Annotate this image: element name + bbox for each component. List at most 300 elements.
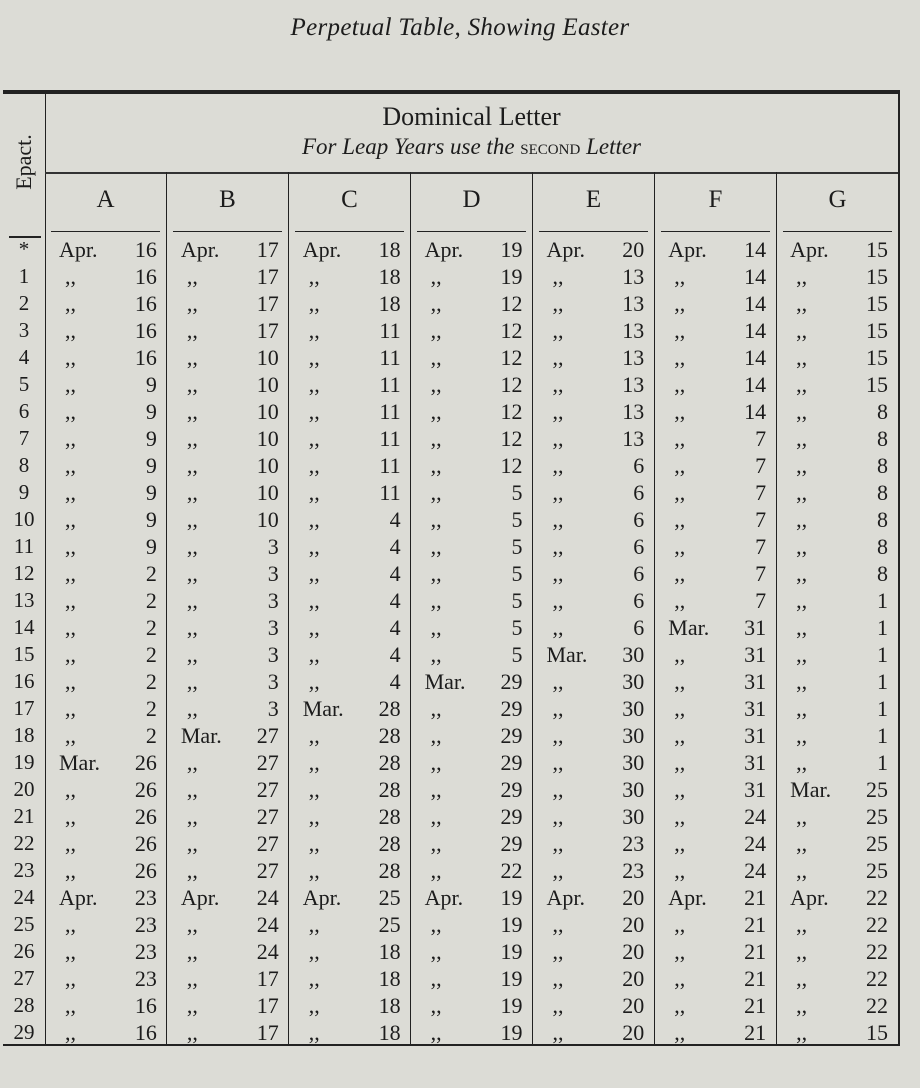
month-label: Apr. [668, 884, 707, 910]
date-cell [45, 696, 167, 722]
day-number: 18 [378, 236, 401, 262]
leap-note-post: Letter [580, 134, 642, 159]
day-number: 13 [622, 290, 645, 316]
day-number: 27 [256, 749, 279, 775]
date-cell [776, 750, 898, 776]
ditto-mark: ,, [65, 425, 76, 451]
date-cell [532, 453, 654, 479]
date-cell [411, 345, 533, 371]
ditto-mark: ,, [796, 614, 808, 640]
date-cell [167, 966, 289, 992]
date-cell [167, 345, 289, 371]
date-cell [289, 669, 411, 695]
month-label: Apr. [59, 236, 98, 262]
date-cell [776, 777, 898, 803]
ditto-mark: ,, [796, 425, 808, 451]
ditto-mark: ,, [674, 668, 686, 694]
date-cell [167, 264, 289, 290]
day-number: 15 [866, 263, 889, 289]
date-cell [289, 372, 411, 398]
ditto-mark: ,, [430, 452, 442, 478]
date-cell [654, 318, 776, 344]
ditto-mark: ,, [430, 695, 442, 721]
table-row [3, 506, 898, 533]
date-cell [411, 561, 533, 587]
leap-note-second: second [520, 134, 581, 159]
ditto-mark: ,, [65, 344, 76, 370]
table-row [3, 344, 898, 371]
date-cell [654, 966, 776, 992]
date-cell [45, 264, 167, 290]
epact-cell: 25 [13, 912, 35, 936]
day-number: 10 [256, 398, 279, 424]
date-cell [654, 723, 776, 749]
date-cell [411, 993, 533, 1019]
month-label: Apr. [59, 884, 98, 910]
ditto-mark: ,, [308, 479, 320, 505]
ditto-mark: ,, [552, 749, 564, 775]
date-cell [776, 1020, 898, 1046]
day-number: 13 [622, 317, 645, 343]
date-cell [532, 723, 654, 749]
epact-cell: 18 [13, 723, 35, 747]
date-cell [532, 507, 654, 533]
day-number: 31 [744, 776, 767, 802]
date-cell [411, 1020, 533, 1046]
date-cell [776, 912, 898, 938]
date-cell [289, 399, 411, 425]
day-number: 14 [744, 344, 767, 370]
day-number: 5 [511, 560, 523, 586]
table-row [3, 695, 898, 722]
day-number: 4 [389, 614, 401, 640]
date-cell [532, 885, 654, 911]
ditto-mark: ,, [552, 560, 564, 586]
ditto-mark: ,, [186, 614, 198, 640]
epact-cell: 12 [13, 561, 35, 585]
date-cell [654, 426, 776, 452]
leap-note-pre: For Leap Years use the [301, 134, 521, 159]
ditto-mark: ,, [796, 479, 808, 505]
month-label: Apr. [668, 236, 707, 262]
day-number: 3 [267, 614, 279, 640]
date-cell [45, 345, 167, 371]
day-number: 7 [755, 587, 767, 613]
date-cell [654, 750, 776, 776]
day-number: 29 [500, 695, 523, 721]
day-number: 10 [256, 344, 279, 370]
date-cell [532, 1020, 654, 1046]
epact-cell: 17 [13, 696, 35, 720]
day-number: 16 [134, 236, 157, 262]
date-cell [167, 399, 289, 425]
epact-cell: 16 [13, 669, 35, 693]
ditto-mark: ,, [796, 452, 808, 478]
date-cell [45, 507, 167, 533]
epact-cell: 2 [18, 291, 30, 315]
date-cell [411, 588, 533, 614]
ditto-mark: ,, [552, 263, 564, 289]
ditto-mark: ,, [430, 776, 442, 802]
date-cell [45, 939, 167, 965]
ditto-mark: ,, [308, 452, 320, 478]
day-number: 22 [500, 857, 523, 883]
day-number: 16 [134, 317, 157, 343]
day-number: 3 [267, 587, 279, 613]
day-number: 3 [267, 641, 279, 667]
day-number: 19 [500, 992, 523, 1018]
day-number: 8 [877, 452, 889, 478]
table-row [3, 911, 898, 938]
day-number: 3 [267, 668, 279, 694]
ditto-mark: ,, [65, 938, 76, 964]
date-cell [776, 399, 898, 425]
date-cell [411, 939, 533, 965]
ditto-mark: ,, [552, 587, 564, 613]
date-cell [45, 480, 167, 506]
epact-cell: 3 [18, 318, 30, 342]
ditto-mark: ,, [65, 506, 76, 532]
day-number: 30 [622, 668, 645, 694]
ditto-mark: ,, [796, 344, 808, 370]
date-cell [532, 264, 654, 290]
ditto-mark: ,, [552, 911, 564, 937]
table-row [3, 830, 898, 857]
date-cell [45, 372, 167, 398]
epact-cell: * [18, 237, 30, 261]
day-number: 16 [134, 290, 157, 316]
day-number: 1 [877, 641, 889, 667]
date-cell [289, 480, 411, 506]
date-cell [289, 858, 411, 884]
day-number: 28 [378, 776, 401, 802]
ditto-mark: ,, [796, 587, 808, 613]
table-row [3, 290, 898, 317]
ditto-mark: ,, [552, 533, 564, 559]
date-cell [411, 372, 533, 398]
day-number: 3 [267, 533, 279, 559]
month-label: Mar. [546, 641, 588, 667]
ditto-mark: ,, [674, 695, 686, 721]
leap-year-note [45, 134, 898, 160]
day-number: 17 [256, 992, 279, 1018]
day-number: 9 [145, 479, 157, 505]
date-cell [45, 831, 167, 857]
day-number: 17 [256, 1019, 279, 1045]
date-cell [654, 453, 776, 479]
date-cell [411, 642, 533, 668]
ditto-mark: ,, [186, 857, 198, 883]
letter-header-f: F [655, 172, 777, 234]
date-cell [654, 804, 776, 830]
ditto-mark: ,, [186, 911, 198, 937]
month-label: Mar. [302, 695, 344, 721]
month-label: Apr. [790, 884, 829, 910]
ditto-mark: ,, [796, 830, 808, 856]
table-row [3, 560, 898, 587]
table-row [3, 425, 898, 452]
ditto-mark: ,, [65, 290, 76, 316]
day-number: 6 [633, 452, 645, 478]
date-cell [45, 615, 167, 641]
ditto-mark: ,, [308, 317, 320, 343]
date-cell [45, 858, 167, 884]
table-row [3, 938, 898, 965]
date-cell [411, 615, 533, 641]
table-row [3, 398, 898, 425]
day-number: 1 [877, 749, 889, 775]
date-cell [776, 318, 898, 344]
epact-cell: 10 [13, 507, 35, 531]
epact-cell: 5 [18, 372, 30, 396]
date-cell [167, 453, 289, 479]
date-cell [289, 993, 411, 1019]
ditto-mark: ,, [674, 452, 686, 478]
date-cell [532, 426, 654, 452]
day-number: 5 [511, 587, 523, 613]
day-number: 10 [256, 506, 279, 532]
day-number: 20 [622, 965, 645, 991]
date-cell [411, 696, 533, 722]
month-label: Apr. [302, 236, 342, 262]
ditto-mark: ,, [430, 560, 442, 586]
day-number: 21 [744, 884, 767, 910]
day-number: 24 [256, 911, 279, 937]
date-cell [45, 291, 167, 317]
day-number: 20 [622, 992, 645, 1018]
ditto-mark: ,, [308, 830, 320, 856]
day-number: 18 [378, 992, 401, 1018]
ditto-mark: ,, [674, 1019, 686, 1045]
day-number: 20 [622, 884, 645, 910]
ditto-mark: ,, [430, 992, 442, 1018]
day-number: 18 [378, 938, 401, 964]
day-number: 2 [145, 560, 157, 586]
date-cell [411, 858, 533, 884]
day-number: 31 [744, 695, 767, 721]
date-cell [289, 885, 411, 911]
ditto-mark: ,, [552, 857, 564, 883]
day-number: 4 [389, 506, 401, 532]
table-row [3, 776, 898, 803]
date-cell [654, 939, 776, 965]
ditto-mark: ,, [186, 371, 198, 397]
epact-header [3, 92, 45, 232]
ditto-mark: ,, [796, 1019, 808, 1045]
ditto-mark: ,, [65, 641, 76, 667]
table-row [3, 1019, 898, 1046]
date-cell [289, 696, 411, 722]
date-cell [289, 939, 411, 965]
date-cell [532, 534, 654, 560]
date-cell [289, 831, 411, 857]
day-number: 28 [378, 830, 401, 856]
day-number: 11 [379, 479, 401, 505]
date-cell [411, 966, 533, 992]
ditto-mark: ,, [552, 830, 564, 856]
day-number: 26 [134, 830, 157, 856]
ditto-mark: ,, [552, 776, 564, 802]
table-row [3, 533, 898, 560]
date-cell [776, 480, 898, 506]
date-cell [776, 966, 898, 992]
day-number: 16 [134, 1019, 157, 1045]
table-row [3, 452, 898, 479]
day-number: 25 [866, 776, 889, 802]
ditto-mark: ,, [796, 263, 808, 289]
ditto-mark: ,, [65, 965, 76, 991]
date-cell [167, 858, 289, 884]
ditto-mark: ,, [308, 506, 320, 532]
date-cell [776, 696, 898, 722]
date-cell [532, 939, 654, 965]
ditto-mark: ,, [186, 587, 198, 613]
day-number: 5 [511, 533, 523, 559]
table-row [3, 317, 898, 344]
day-number: 1 [877, 614, 889, 640]
ditto-mark: ,, [65, 452, 76, 478]
day-number: 5 [511, 506, 523, 532]
table-row [3, 263, 898, 290]
ditto-mark: ,, [430, 344, 442, 370]
ditto-mark: ,, [552, 803, 564, 829]
date-cell [45, 750, 167, 776]
day-number: 19 [500, 965, 523, 991]
ditto-mark: ,, [430, 857, 442, 883]
day-number: 11 [379, 398, 401, 424]
day-number: 16 [134, 263, 157, 289]
date-cell [776, 264, 898, 290]
month-label: Mar. [180, 722, 222, 748]
date-cell [654, 858, 776, 884]
ditto-mark: ,, [430, 911, 442, 937]
ditto-mark: ,, [796, 641, 808, 667]
date-cell [532, 399, 654, 425]
epact-cell: 6 [18, 399, 30, 423]
ditto-mark: ,, [308, 398, 320, 424]
ditto-mark: ,, [796, 668, 808, 694]
day-number: 29 [500, 776, 523, 802]
date-cell [45, 588, 167, 614]
date-cell [411, 237, 533, 263]
date-cell [289, 615, 411, 641]
day-number: 7 [755, 506, 767, 532]
ditto-mark: ,, [308, 668, 320, 694]
day-number: 4 [389, 533, 401, 559]
ditto-mark: ,, [674, 965, 686, 991]
day-number: 25 [866, 803, 889, 829]
ditto-mark: ,, [796, 722, 808, 748]
date-cell [776, 885, 898, 911]
day-number: 18 [378, 965, 401, 991]
date-cell [289, 426, 411, 452]
ditto-mark: ,, [796, 506, 808, 532]
day-number: 23 [622, 830, 645, 856]
ditto-mark: ,, [308, 290, 320, 316]
date-cell [776, 993, 898, 1019]
day-number: 9 [145, 398, 157, 424]
ditto-mark: ,, [186, 263, 198, 289]
day-number: 31 [744, 722, 767, 748]
epact-cell: 28 [13, 993, 35, 1017]
dominical-title: Dominical Letter [382, 102, 561, 131]
epact-cell: 19 [13, 750, 35, 774]
date-cell [776, 723, 898, 749]
ditto-mark: ,, [674, 263, 686, 289]
ditto-mark: ,, [674, 803, 686, 829]
day-number: 28 [378, 749, 401, 775]
ditto-mark: ,, [430, 749, 442, 775]
date-cell [654, 507, 776, 533]
date-cell [776, 561, 898, 587]
ditto-mark: ,, [430, 641, 442, 667]
date-cell [45, 561, 167, 587]
ditto-mark: ,, [186, 776, 198, 802]
ditto-mark: ,, [186, 668, 198, 694]
day-number: 4 [389, 587, 401, 613]
ditto-mark: ,, [308, 344, 320, 370]
day-number: 15 [866, 290, 889, 316]
ditto-mark: ,, [674, 506, 686, 532]
date-cell [532, 858, 654, 884]
date-cell [532, 588, 654, 614]
month-label: Mar. [59, 749, 100, 775]
ditto-mark: ,, [186, 452, 198, 478]
date-cell [776, 669, 898, 695]
ditto-mark: ,, [674, 479, 686, 505]
day-number: 12 [500, 344, 523, 370]
ditto-mark: ,, [65, 1019, 76, 1045]
day-number: 26 [134, 776, 157, 802]
day-number: 3 [267, 560, 279, 586]
epact-cell: 4 [18, 345, 30, 369]
day-number: 12 [500, 425, 523, 451]
ditto-mark: ,, [65, 587, 76, 613]
date-cell [289, 642, 411, 668]
ditto-mark: ,, [308, 263, 320, 289]
date-cell [776, 507, 898, 533]
day-number: 4 [389, 560, 401, 586]
month-label: Apr. [424, 236, 464, 262]
ditto-mark: ,, [308, 803, 320, 829]
day-number: 9 [145, 506, 157, 532]
ditto-mark: ,, [674, 776, 686, 802]
date-cell [45, 534, 167, 560]
epact-cell: 11 [13, 534, 35, 558]
day-number: 2 [145, 722, 157, 748]
date-cell [167, 669, 289, 695]
epact-cell: 26 [13, 939, 35, 963]
date-cell [411, 291, 533, 317]
day-number: 17 [256, 290, 279, 316]
date-cell [654, 372, 776, 398]
date-cell [654, 588, 776, 614]
ditto-mark: ,, [65, 614, 76, 640]
date-cell [45, 642, 167, 668]
date-cell [532, 480, 654, 506]
date-cell [289, 453, 411, 479]
day-number: 4 [389, 668, 401, 694]
date-cell [776, 291, 898, 317]
day-number: 1 [877, 668, 889, 694]
day-number: 8 [877, 560, 889, 586]
day-number: 9 [145, 452, 157, 478]
epact-cell: 7 [18, 426, 30, 450]
table-row [3, 857, 898, 884]
day-number: 20 [622, 938, 645, 964]
day-number: 20 [622, 236, 645, 262]
date-cell [167, 318, 289, 344]
